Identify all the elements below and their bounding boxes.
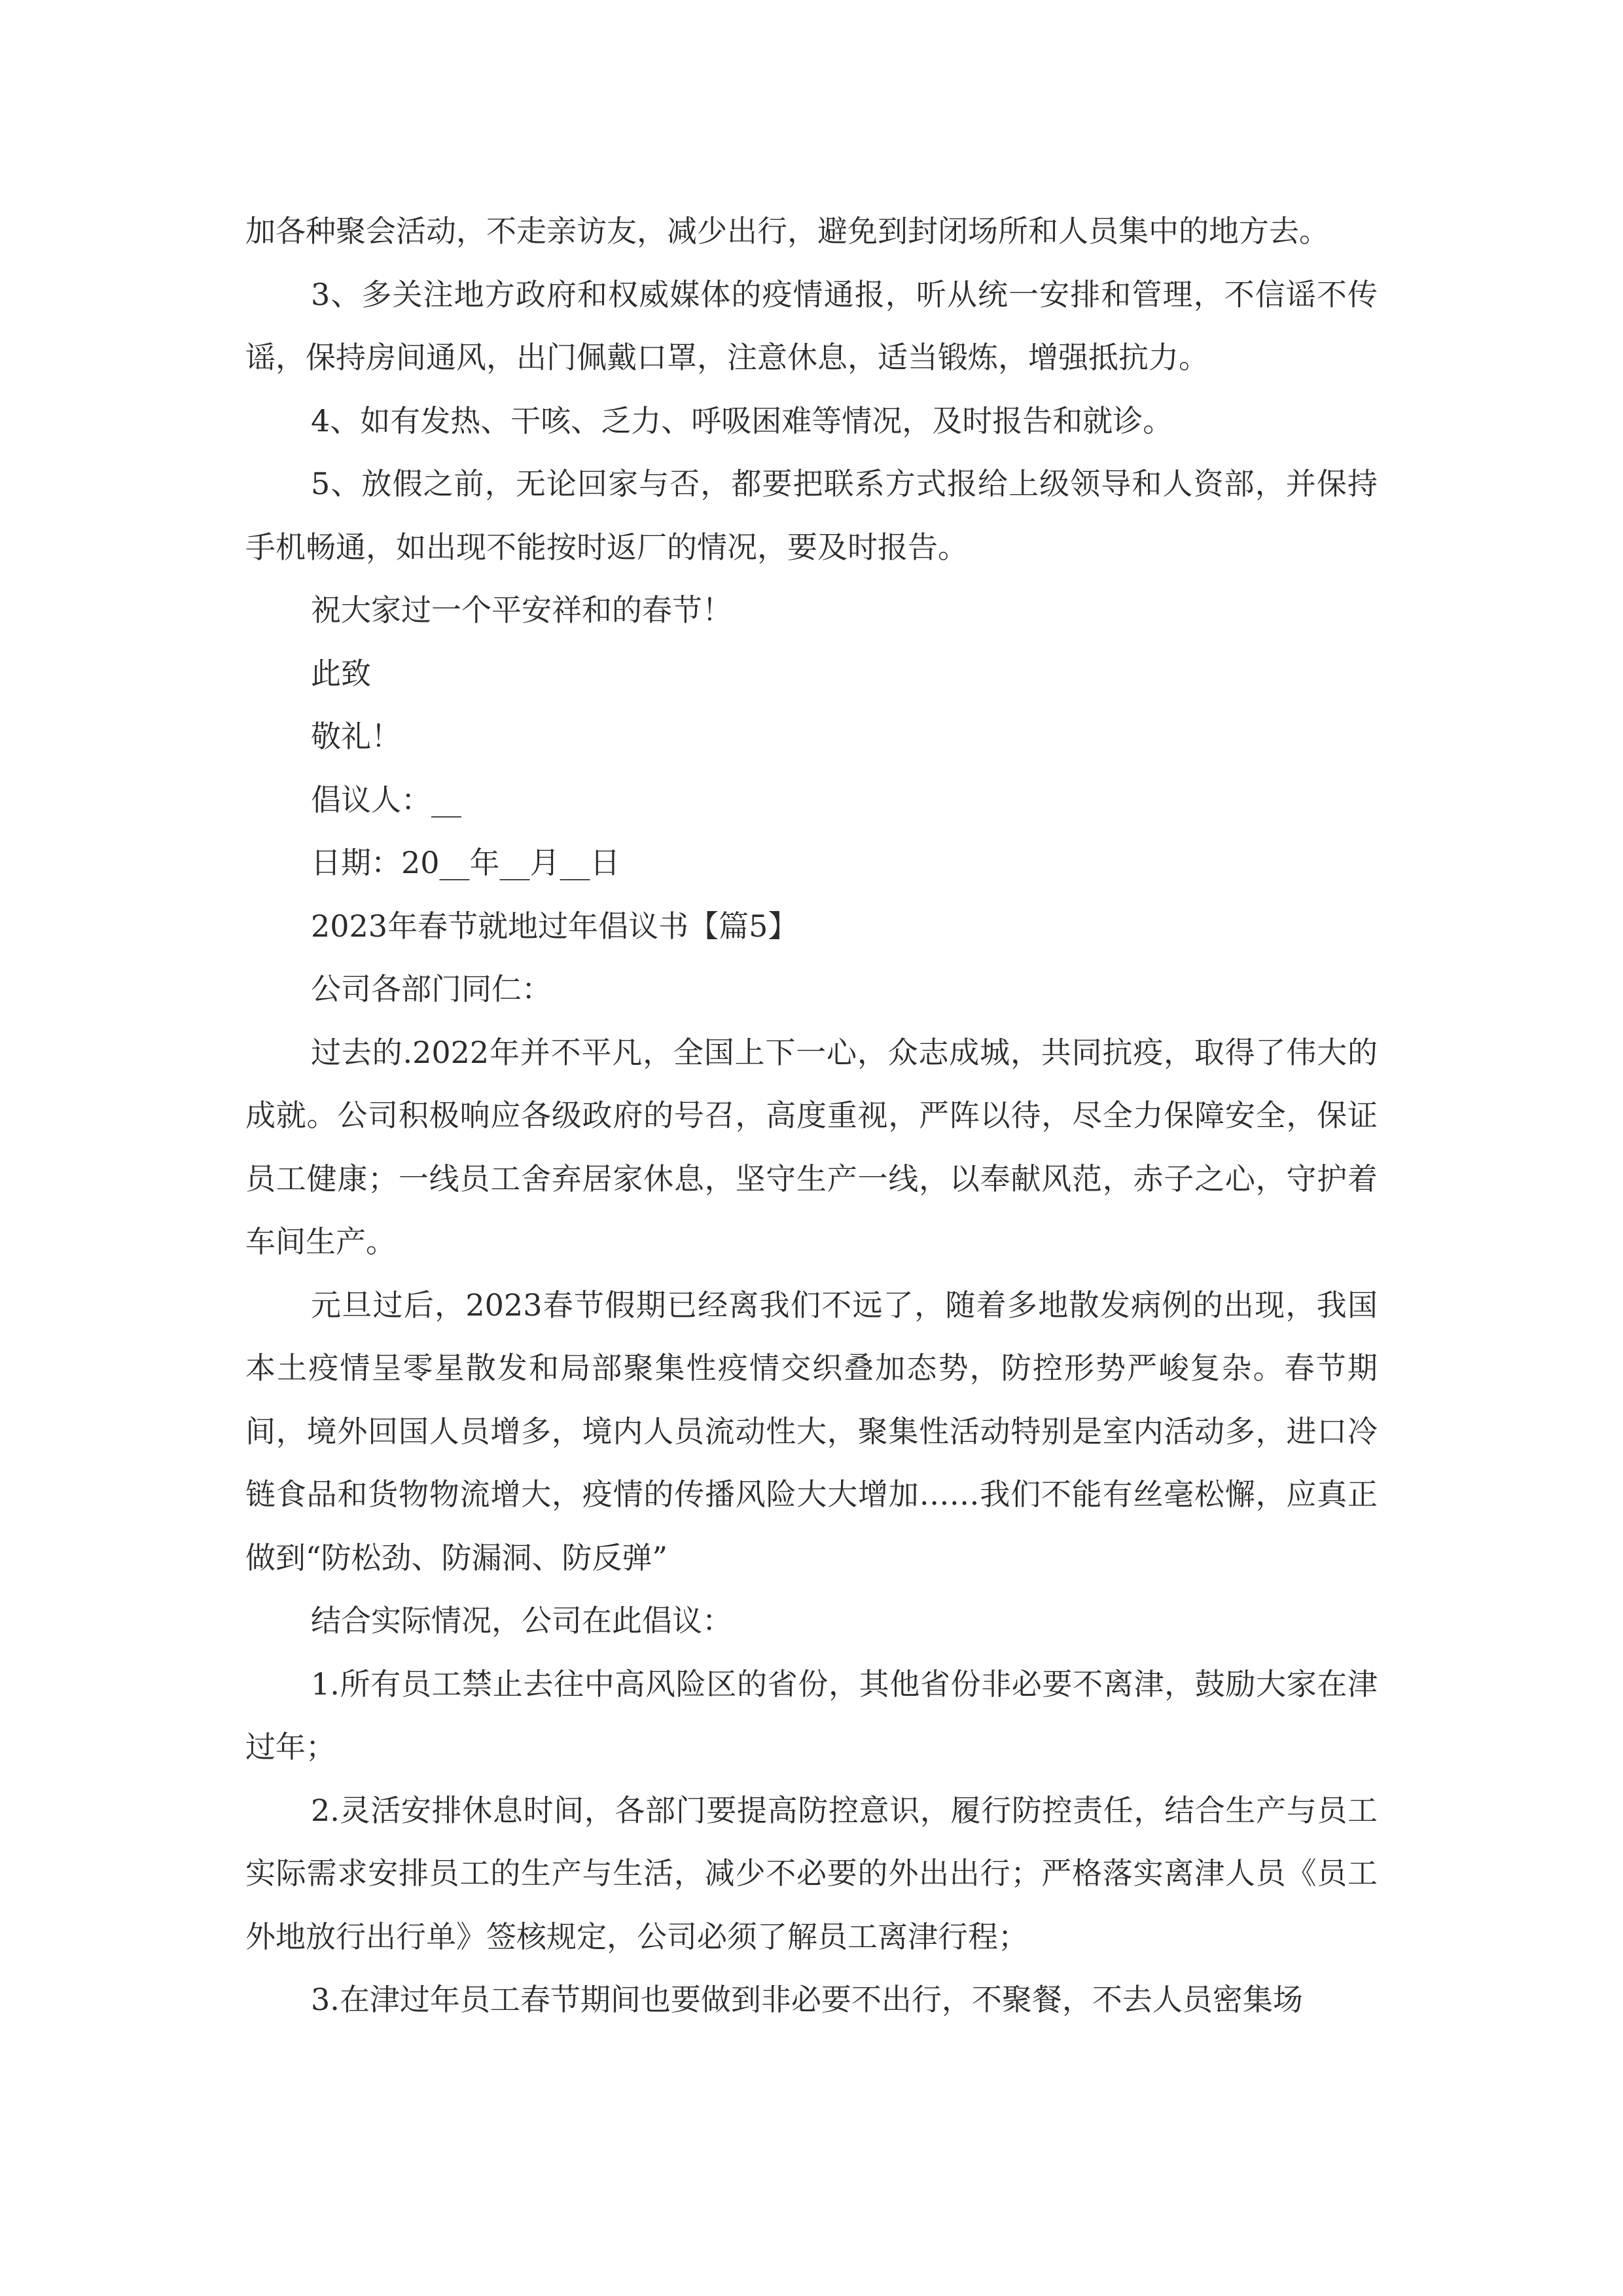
section-title: 2023年春节就地过年倡议书【篇5】 [311,908,798,944]
closing-line-1: 此致 [311,655,371,691]
date-line: 日期：20__年__月__日 [311,845,620,880]
paragraph-4: 5、放假之前，无论回家与否，都要把联系方式报给上级领导和人资部，并保持手机畅通，如出现不能按时返厂的情况，要及时报告。 [245,466,1378,565]
proposer-line: 倡议人：__ [311,781,461,817]
paragraph-2: 3、多关注地方政府和权威媒体的疫情通报，听从统一安排和管理，不信谣不传谣，保持房间通风，出门佩戴口罩，注意休息，适当锻炼，增强抵抗力。 [245,276,1378,375]
paragraph-15: 1.所有员工禁止去往中高风险区的省份，其他省份非必要不离津，鼓励大家在津过年； [245,1666,1378,1765]
paragraph-13: 元旦过后，2023春节假期已经离我们不远了，随着多地散发病例的出现，我国本土疫情呈零星散发和局部聚集性疫情交织叠加态势，防控形势严峻复杂。春节期间，境外回国人员增多，境内人员流动性大，聚集性活动特别是室内活动多，进口冷链食品和货物物流增大，疫情的传播风险大大增加……我们不能有丝毫松懈，应真正做到“防松劲、防漏洞、防反弹” [245,1287,1378,1575]
paragraph-1: 加各种聚会活动，不走亲访友，减少出行，避免到封闭场所和人员集中的地方去。 [245,213,1329,249]
greeting-line: 祝大家过一个平安祥和的春节！ [311,592,732,628]
paragraph-17: 3.在津过年员工春节期间也要做到非必要不出行，不聚餐，不去人员密集场 [311,1982,1303,2017]
document-body [245,200,1378,2032]
paragraph-16: 2.灵活安排休息时间，各部门要提高防控意识，履行防控责任，结合生产与员工实际需求安排员工的生产与生活，减少不必要的外出出行；严格落实离津人员《员工外地放行出行单》签核规定，公司必须了解员工离津行程； [245,1792,1378,1954]
paragraph-12: 过去的.2022年并不平凡，全国上下一心，众志成城，共同抗疫，取得了伟大的成就。公司积极响应各级政府的号召，高度重视，严阵以待，尽全力保障安全，保证员工健康；一线员工舍弃居家休息，坚守生产一线，以奉献风范，赤子之心，守护着车间生产。 [245,1034,1378,1259]
salutation: 公司各部门同仁： [311,971,552,1007]
paragraph-14: 结合实际情况，公司在此倡议： [311,1603,732,1638]
paragraph-3: 4、如有发热、干咳、乏力、呼吸困难等情况，及时报告和就诊。 [311,403,1173,439]
closing-line-2: 敬礼！ [311,719,401,754]
